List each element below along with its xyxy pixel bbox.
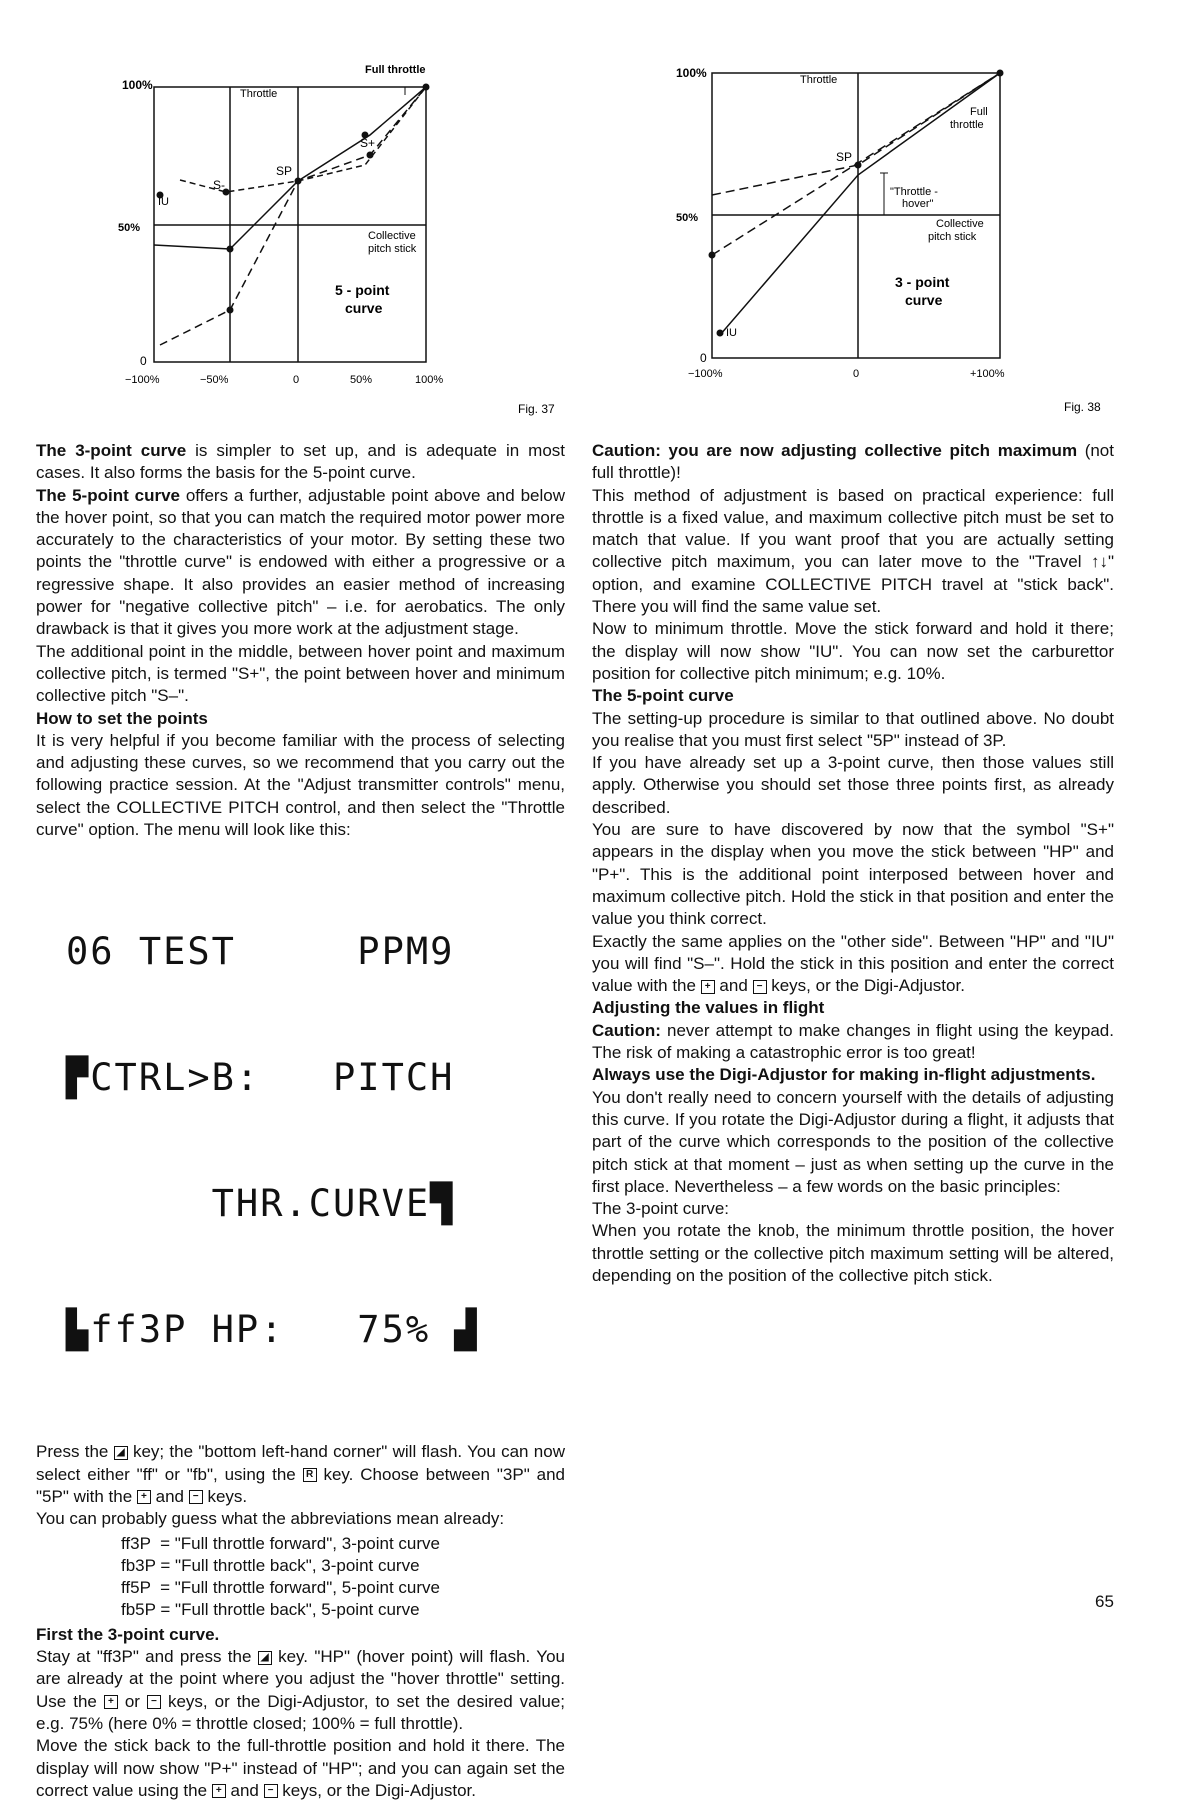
cursor-key-icon: ◢: [114, 1446, 128, 1460]
left-para-4: It is very helpful if you become familiar with the process of selecting and adjusting these curves, so we recommend that you carry out the following practice session. At the "Adjust transmitter controls" menu, select the COLLECTIVE PITCH control, and then select the "Throttle curve" option. The menu will look like this:: [36, 730, 565, 840]
cursor-key-icon: ◢: [258, 1651, 272, 1665]
right-heading-digi-adjustor: Always use the Digi-Adjustor for making in-flight adjustments.: [592, 1065, 1096, 1085]
right-para-4: If you have already set up a 3-point curve, then those values still apply. Otherwise you should set those three points first, as already described.: [592, 753, 1114, 817]
right-column: [592, 440, 1114, 1287]
fig37-y-0: 0: [140, 354, 147, 368]
lcd-line-2: ▛CTRL>B: PITCH: [66, 1056, 455, 1100]
left-para-6: You can probably guess what the abbreviations mean already:: [36, 1509, 505, 1529]
minus-key-icon: −: [147, 1695, 161, 1709]
left-column: [36, 440, 565, 1802]
fig38-x-0: 0: [853, 368, 860, 380]
right-para-6: Exactly the same applies on the "other side". Between "HP" and "IU" you will find "S–". Hold the stick in this position and enter the correct value with the + and − keys, or the Digi-Adjustor.: [592, 931, 1114, 996]
fig38-hover-1: "Throttle -: [890, 186, 938, 198]
lcd-line-1: 06 TEST PPM9: [66, 930, 455, 974]
fig38-x-m100: −100%: [688, 368, 723, 380]
fig37-curve-1: 5 - point: [335, 282, 390, 298]
left-para-8: Move the stick back to the full-throttle position and hold it there. The display will now show "P+" instead of "HP"; and you can again set the correct value using the + and − keys, or the Digi-Adjustor.: [36, 1736, 565, 1800]
fig37-s-minus: S-: [213, 178, 225, 192]
plus-key-icon: +: [701, 980, 715, 994]
fig37-x-0: 0: [293, 374, 300, 386]
right-para-2: Now to minimum throttle. Move the stick forward and hold it there; the display will now show "IU". You can now set the carburettor position for collective pitch minimum; e.g. 10%.: [592, 619, 1114, 683]
fig38-curve-2-label: curve: [905, 292, 943, 308]
fig37-curve-linear: [160, 87, 426, 345]
fig37-label: Fig. 37: [518, 402, 555, 416]
right-heading-5-point: The 5-point curve: [592, 686, 734, 706]
fig38-curve-1-label: 3 - point: [895, 274, 950, 290]
fig38-sp: SP: [836, 150, 853, 164]
left-para-1: The 3-point curve is simpler to set up, and is adequate in most cases. It also forms the basis for the 5-point curve.: [36, 441, 565, 483]
abbr-ff5p: ff5P = "Full throttle forward", 5-point curve: [121, 1578, 441, 1598]
minus-key-icon: −: [753, 980, 767, 994]
fig37-s-plus: S+: [360, 136, 376, 150]
right-caution-2: Caution: never attempt to make changes in flight using the keypad. The risk of making a catastrophic error is too great!: [592, 1020, 1114, 1063]
minus-key-icon: −: [264, 1784, 278, 1798]
left-para-2: The 5-point curve offers a further, adjustable point above and below the hover point, so that you can match the required motor power more accurately to the characteristics of your motor. By setting these two points the "throttle curve" is endowed with either a progressive or a regressive shape. It also provides an easier method of increasing power for "negative collective pitch" – i.e. for aerobatics. The only drawback is that it gives you more work at the adjustment stage.: [36, 485, 565, 639]
left-para-3: The additional point in the middle, between hover point and maximum collective pitch, is termed "S+", the point between hover and minimum collective pitch "S–".: [36, 641, 565, 706]
right-para-1: This method of adjustment is based on practical experience: full throttle is a fixed value, and maximum collective pitch must be set to match that value. If you want proof that you are actually setting collective pitch maximum, you can later move to the "Travel ↑↓" option, and examine COLLECTIVE PITCH travel at "stick back". There you will find the same value set.: [592, 485, 1114, 617]
fig37-x-100: 100%: [415, 374, 444, 386]
r-key-icon: R: [303, 1468, 317, 1482]
abbreviation-list: [121, 1533, 565, 1622]
abbr-ff3p: ff3P = "Full throttle forward", 3-point curve: [121, 1533, 441, 1553]
fig37-full-throttle: Full throttle: [365, 64, 426, 76]
abbr-fb5p: fb5P = "Full throttle back", 5-point curve: [121, 1600, 420, 1620]
page-number: 65: [1095, 1592, 1114, 1611]
fig38-label: Fig. 38: [1064, 400, 1101, 414]
fig37-curve-regressive: [180, 87, 426, 192]
right-para-3: The setting-up procedure is similar to that outlined above. No doubt you realise that you must first select "5P" instead of 3P.: [592, 708, 1114, 750]
fig38-collective-1: Collective: [936, 218, 984, 230]
right-para-5: You are sure to have discovered by now that the symbol "S+" appears in the display when you move the stick between "HP" and "P+". This is the additional point interposed between hover and maximum collective pitch. Hold the stick in that position and enter the value you think correct.: [592, 820, 1114, 929]
figure-37: [30, 55, 570, 425]
fig38-top-100: 100%: [676, 66, 707, 80]
fig38-curve-3: [720, 73, 1000, 335]
fig38-collective-2: pitch stick: [928, 231, 977, 243]
right-para-8: The 3-point curve:: [592, 1199, 730, 1219]
fig38-full-1: Full: [970, 106, 988, 118]
fig38-y-0: 0: [700, 351, 707, 365]
fig37-x-50: 50%: [350, 374, 373, 386]
fig38-hover-2: hover": [902, 198, 934, 210]
left-para-7: Stay at "ff3P" and press the ◢ key. "HP" (hover point) will flash. You are already at the point where you adjust the "hover throttle" setting. Use the + or − keys, or the Digi-Adjustor, to set the desired value; e.g. 75% (here 0% = throttle closed; 100% = full throttle).: [36, 1647, 566, 1733]
plus-key-icon: +: [212, 1784, 226, 1798]
fig37-x-m50: −50%: [200, 374, 229, 386]
right-heading-in-flight: Adjusting the values in flight: [592, 998, 825, 1018]
fig37-y-50: 50%: [118, 222, 141, 234]
lcd-display: [66, 847, 565, 1435]
fig37-top-100: 100%: [122, 78, 153, 92]
left-heading-how-to-set: How to set the points: [36, 708, 208, 728]
fig37-curve-2: curve: [345, 300, 383, 316]
fig37-sp: SP: [276, 164, 293, 178]
plus-key-icon: +: [104, 1695, 118, 1709]
fig38-iu: IU: [726, 327, 737, 339]
fig37-collective-1: Collective: [368, 230, 416, 242]
right-para-9: When you rotate the knob, the minimum throttle position, the hover throttle setting or the collective pitch maximum setting will be altered, depending on the position of the collective pitch stick.: [592, 1221, 1114, 1285]
abbr-fb3p: fb3P = "Full throttle back", 3-point curve: [121, 1555, 420, 1575]
fig38-full-2: throttle: [950, 119, 984, 131]
lcd-line-3: THR.CURVE▜: [66, 1182, 455, 1226]
left-para-5: Press the ◢ key; the "bottom left-hand corner" will flash. You can now select either "ff" or "fb", using the R key. Choose between "3P" and "5P" with the + and − keys.: [36, 1442, 565, 1506]
fig38-y-50: 50%: [676, 212, 699, 224]
lcd-line-4: ▙ff3P HP: 75% ▟: [66, 1308, 479, 1352]
right-para-7: You don't really need to concern yourself with the details of adjusting this curve. If you rotate the Digi-Adjustor during a flight, it adjusts that part of the curve which corresponds to the position of the collective pitch stick at that moment – just as when setting up the curve in the first place. Nevertheless – a few words on the basic principles:: [592, 1087, 1114, 1196]
figure-38: [640, 55, 1120, 425]
fig38-throttle: Throttle: [800, 74, 838, 86]
minus-key-icon: −: [189, 1490, 203, 1504]
fig37-collective-2: pitch stick: [368, 243, 417, 255]
fig38-x-p100: +100%: [970, 368, 1005, 380]
right-caution-1: Caution: you are now adjusting collective pitch maximum (not full throttle)!: [592, 441, 1114, 483]
fig37-iu: IU: [158, 196, 169, 208]
plus-key-icon: +: [137, 1490, 151, 1504]
fig37-throttle: Throttle: [240, 88, 278, 100]
fig37-x-m100: −100%: [125, 374, 160, 386]
left-heading-first-3-point: First the 3-point curve.: [36, 1624, 220, 1644]
